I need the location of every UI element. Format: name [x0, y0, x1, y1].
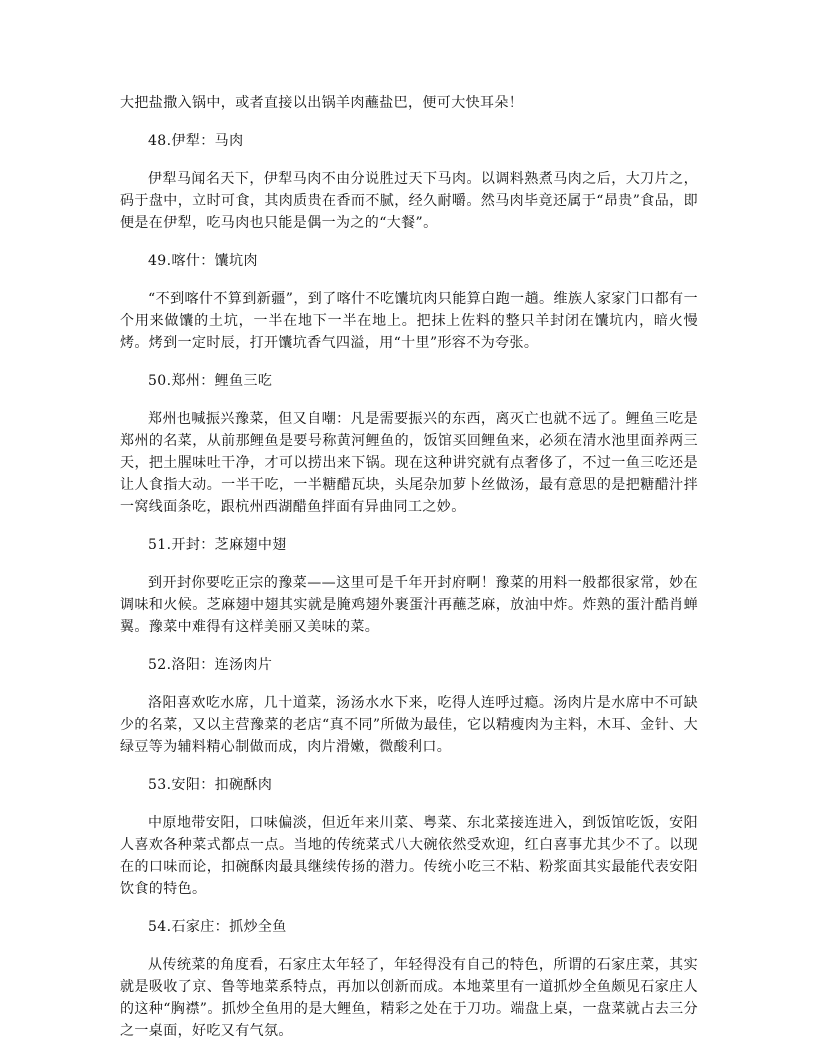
section-heading-48: 48.伊犁：马肉: [148, 133, 244, 149]
section-heading-54: 54.石家庄：抓炒全鱼: [148, 919, 287, 935]
document-page: [120, 92, 698, 1042]
section-heading-51: 51.开封：芝麻翅中翅: [148, 537, 287, 553]
section-body-49: “不到喀什不算到新疆”，到了喀什不吃馕坑肉只能算白跑一趟。维族人家家门口都有一个用来做馕的土坑，一半在地下一半在地上。把抹上佐料的整只羊封闭在馕坑内，暗火慢烤。烤到一定时辰，打开馕坑香气四溢，用“十里”形容不为夸张。: [120, 291, 698, 351]
section-heading-49: 49.喀什：馕坑肉: [148, 253, 258, 269]
section-body-52: 洛阳喜欢吃水席，几十道菜，汤汤水水下来，吃得人连呼过瘾。汤肉片是水席中不可缺少的名菜，又以主营豫菜的老店“真不同”所做为最佳，它以精瘦肉为主料，木耳、金针、大绿豆等为辅料精心制做而成，肉片滑嫩，微酸利口。: [120, 695, 698, 755]
section-body-51: 到开封你要吃正宗的豫菜——这里可是千年开封府啊！豫菜的用料一般都很家常，妙在调味和火候。芝麻翅中翅其实就是腌鸡翅外裹蛋汁再蘸芝麻，放油中炸。炸熟的蛋汁酷肖蝉翼。豫菜中难得有这样美丽又美味的菜。: [120, 575, 698, 635]
section-body-48: 伊犁马闻名天下，伊犁马肉不由分说胜过天下马肉。以调料熟煮马肉之后，大刀片之，码于盘中，立时可食，其肉质贵在香而不腻，经久耐嚼。然马肉毕竟还属于“昂贵”食品，即便是在伊犁，吃马肉也只能是偶一为之的“大餐”。: [120, 171, 698, 231]
section-heading-52: 52.洛阳：连汤肉片: [148, 657, 273, 673]
intro-paragraph: 大把盐撒入锅中，或者直接以出锅羊肉蘸盐巴，便可大快耳朵！: [120, 95, 524, 111]
section-heading-53: 53.安阳：扣碗酥肉: [148, 777, 273, 793]
section-body-53: 中原地带安阳，口味偏淡，但近年来川菜、粤菜、东北菜接连进入，到饭馆吃饭，安阳人喜欢各种菜式都点一点。当地的传统菜式八大碗依然受欢迎，红白喜事尤其少不了。以现在的口味而论，扣碗酥肉最具继续传扬的潜力。传统小吃三不粘、粉浆面其实最能代表安阳饮食的特色。: [120, 815, 698, 897]
section-heading-50: 50.郑州：鲤鱼三吃: [148, 373, 273, 389]
section-body-50: 郑州也喊振兴豫菜，但又自嘲：凡是需要振兴的东西，离灭亡也就不远了。鲤鱼三吃是郑州的名菜，从前那鲤鱼是要号称黄河鲤鱼的，饭馆买回鲤鱼来，必须在清水池里面养两三天，把土腥味吐干净，才可以捞出来下锅。现在这种讲究就有点奢侈了，不过一鱼三吃还是让人食指大动。一半干吃，一半糖醋瓦块，头尾杂加萝卜丝做汤，最有意思的是把糖醋汁拌一窝线面条吃，跟杭州西湖醋鱼拌面有异曲同工之妙。: [120, 411, 698, 515]
section-body-54: 从传统菜的角度看，石家庄太年轻了，年轻得没有自己的特色，所谓的石家庄菜，其实就是吸收了京、鲁等地菜系特点，再加以创新而成。本地菜里有一道抓炒全鱼颇见石家庄人的这种“胸襟”。抓炒全鱼用的是大鲤鱼，精彩之处在于刀功。端盘上桌，一盘菜就占去三分之一桌面，好吃又有气氛。: [120, 957, 698, 1039]
